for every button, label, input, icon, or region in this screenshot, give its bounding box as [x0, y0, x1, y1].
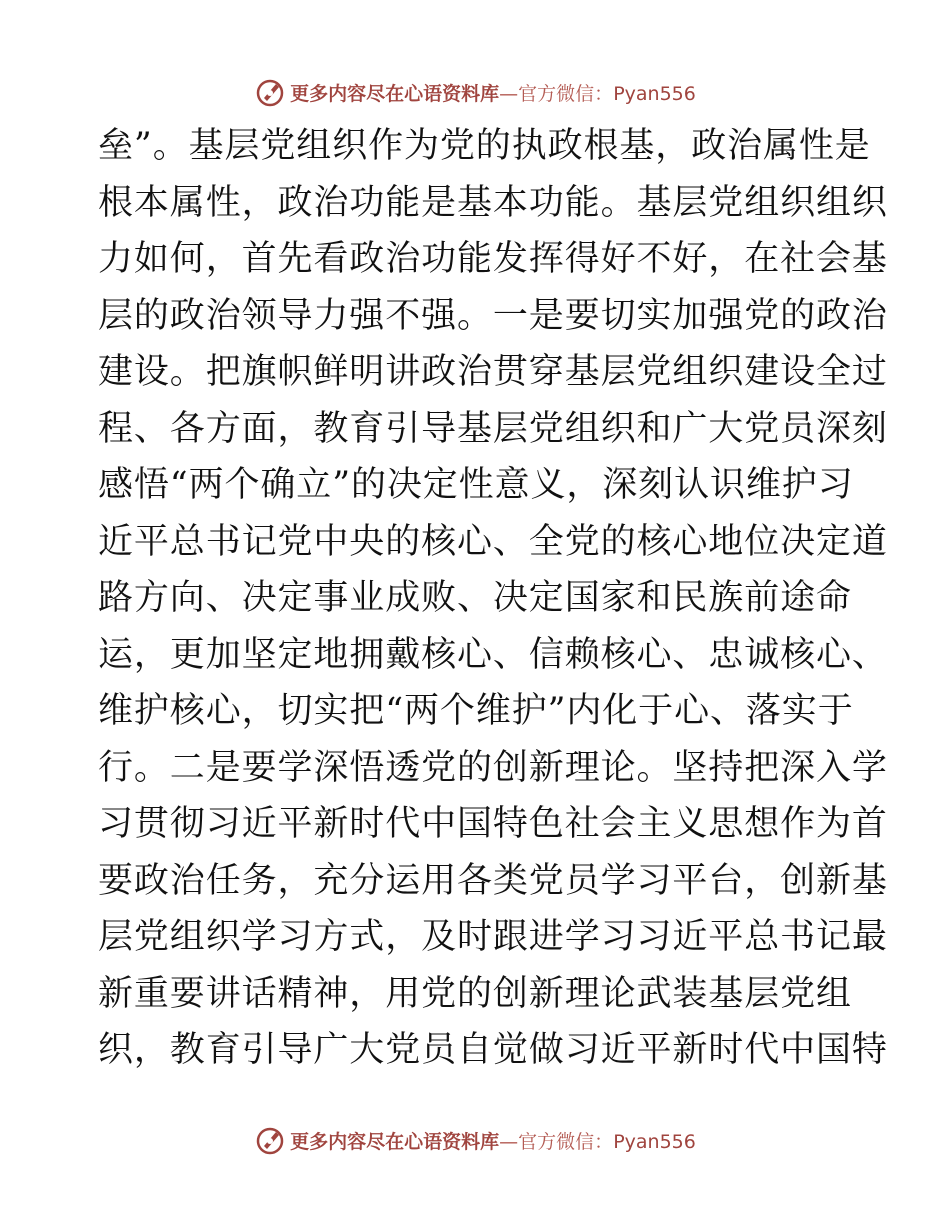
watermark-slogan: 更多内容尽在心语资料库	[290, 82, 500, 105]
text-line: 运，更加坚定地拥戴核心、信赖核心、忠诚核心、	[98, 634, 888, 675]
text-line: 层的政治领导力强不强。一是要切实加强党的政治	[98, 295, 888, 336]
text-line: 近平总书记党中央的核心、全党的核心地位决定道	[98, 521, 888, 562]
text-line: 新重要讲话精神，用党的创新理论武装基层党组	[98, 973, 852, 1014]
text-line: 要政治任务，充分运用各类党员学习平台，创新基	[98, 860, 888, 901]
watermark-slogan: 更多内容尽在心语资料库	[290, 1130, 500, 1153]
document-body	[98, 118, 888, 1079]
watermark-text	[290, 1127, 696, 1154]
text-line: 程、各方面，教育引导基层党组织和广大党员深刻	[98, 408, 888, 449]
watermark-dash: —	[499, 1130, 519, 1153]
footer-watermark	[0, 1120, 950, 1160]
watermark-wechat-id: Pyan556	[613, 82, 696, 105]
text-line: 力如何，首先看政治功能发挥得好不好，在社会基	[98, 239, 888, 279]
watermark-wechat-id: Pyan556	[613, 1130, 696, 1153]
text-line: 根本属性，政治功能是基本功能。基层党组织组织	[98, 182, 888, 223]
text-line: 垒”。基层党组织作为党的执政根基，政治属性是	[98, 126, 871, 166]
watermark-wechat-label: 官方微信：	[518, 82, 614, 105]
text-line: 感悟“两个确立”的决定性意义，深刻认识维护习	[98, 465, 854, 505]
text-line: 路方向、决定事业成败、决定国家和民族前途命	[98, 578, 852, 618]
text-line: 织，教育引导广大党员自觉做习近平新时代中国特	[98, 1030, 888, 1070]
text-line: 层党组织学习方式，及时跟进学习习近平总书记最	[98, 917, 888, 957]
watermark-text	[290, 79, 696, 106]
watermark-dash: —	[499, 82, 519, 105]
watermark-wechat-label: 官方微信：	[518, 1130, 614, 1153]
text-line: 习贯彻习近平新时代中国特色社会主义思想作为首	[98, 804, 888, 844]
text-line: 建设。把旗帜鲜明讲政治贯穿基层党组织建设全过	[98, 352, 888, 392]
pen-circle-icon	[254, 76, 286, 108]
text-line: 行。二是要学深悟透党的创新理论。坚持把深入学	[98, 747, 888, 788]
pen-circle-icon	[254, 1124, 286, 1156]
header-watermark	[0, 72, 950, 112]
text-line: 维护核心，切实把“两个维护”内化于心、落实于	[98, 691, 854, 731]
